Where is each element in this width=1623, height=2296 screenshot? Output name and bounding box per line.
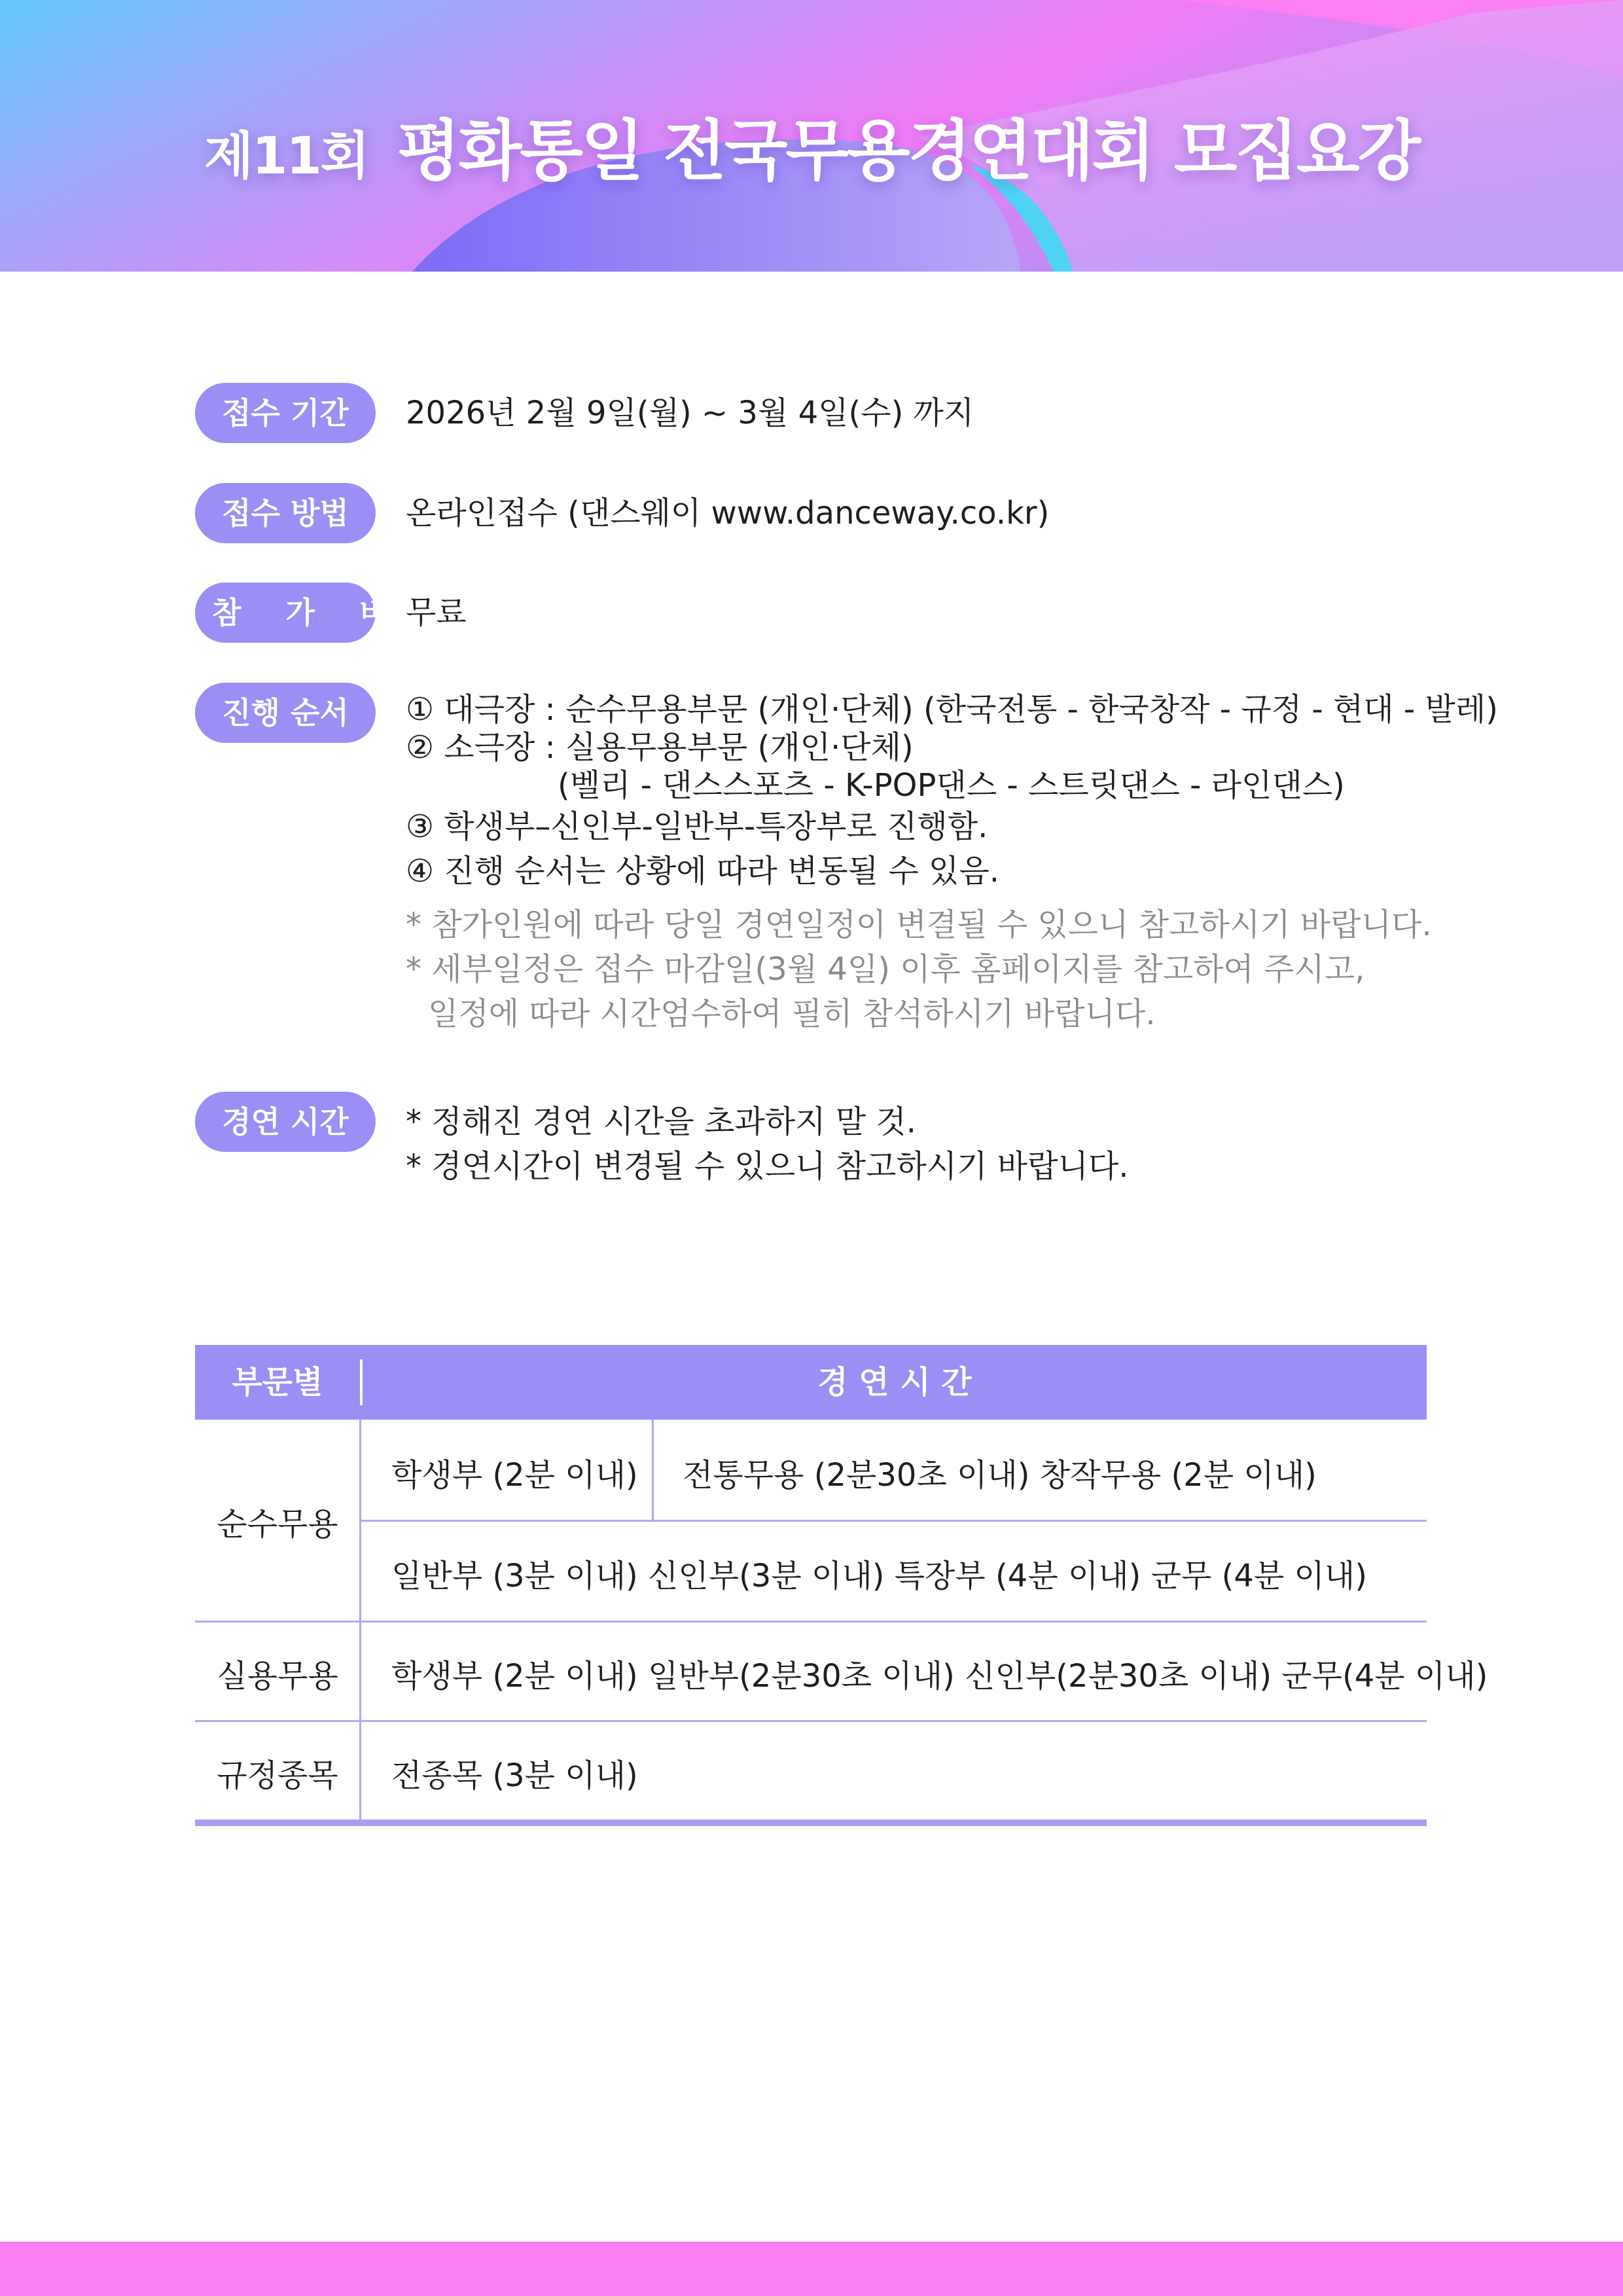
order-item-2: ② 소극장 : 실용무용부문 (개인·단체) [406, 729, 914, 766]
fee-value [406, 590, 1453, 635]
table-category-pure: 순수무용 [217, 1506, 338, 1543]
order-item-2-detail: (벨리 - 댄스스포츠 - K-POP댄스 - 스트릿댄스 - 라인댄스) [558, 767, 1345, 804]
event-title: 평화통일 전국무용경연대회 모집요강 [397, 113, 1419, 189]
header-banner [0, 0, 1623, 272]
table-cell-regulation: 전종목 (3분 이내) [391, 1757, 638, 1794]
method-value [406, 491, 1453, 535]
edition-label: 제11회 [204, 127, 368, 186]
label-badge-method: 접수 방법 [195, 483, 376, 543]
time-content [406, 1100, 1453, 1189]
table-divider-pure-inner [360, 1520, 1427, 1522]
table-cell-pure-student: 학생부 (2분 이내) [391, 1457, 638, 1494]
label-badge-time: 경연 시간 [195, 1092, 376, 1152]
table-category-regulation: 규정종목 [217, 1757, 338, 1794]
order-content [406, 691, 1498, 1036]
table-cell-practical: 학생부 (2분 이내) 일반부(2분30초 이내) 신인부(2분30초 이내) 군무(4분 이내) [391, 1658, 1488, 1695]
order-note-3: 일정에 따라 시간엄수하여 필히 참석하시기 바랍니다. [428, 996, 1156, 1032]
label-badge-fee: 참 가 비 [195, 583, 376, 643]
table-divider-row-1 [195, 1621, 1427, 1623]
header-category: 부문별 [232, 1364, 323, 1401]
period-text: 2026년 2월 9일(월) ~ 3월 4일(수) 까지 [406, 395, 974, 431]
label-badge-period: 접수 기간 [195, 383, 376, 443]
order-note-1: * 참가인원에 따라 당일 경연일정이 변결될 수 있으니 참고하시기 바랍니다. [406, 906, 1432, 943]
table-divider-inner-vertical [652, 1420, 654, 1520]
order-item-1: ① 대극장 : 순수무용부문 (개인·단체) (한국전통 - 한국창작 - 규정 - 현대 - 발레) [406, 691, 1498, 728]
order-note-2: * 세부일정은 접수 마감일(3월 4일) 이후 홈페이지를 참고하여 주시고, [406, 951, 1365, 988]
order-item-4: ④ 진행 순서는 상황에 따라 변동될 수 있음. [406, 853, 999, 889]
footer-bar [0, 2242, 1623, 2296]
table-header [195, 1345, 1427, 1420]
order-item-3: ③ 학생부–신인부-일반부-특장부로 진행함. [406, 808, 988, 845]
table-bottom-border [195, 1820, 1427, 1826]
table-divider-row-2 [195, 1720, 1427, 1722]
fee-text: 무료 [406, 594, 467, 631]
time-item-1: * 정해진 경연 시간을 초과하지 말 것. [406, 1103, 916, 1140]
time-item-2: * 경연시간이 변경될 수 있으니 참고하시기 바랍니다. [406, 1148, 1129, 1185]
table-category-practical: 실용무용 [217, 1658, 338, 1695]
period-value [406, 391, 1453, 435]
table-cell-pure-traditional: 전통무용 (2분30초 이내) 창작무용 (2분 이내) [683, 1457, 1317, 1494]
label-badge-order: 진행 순서 [195, 683, 376, 743]
method-text: 온라인접수 (댄스웨이 www.danceway.co.kr) [406, 495, 1050, 531]
table-cell-pure-general: 일반부 (3분 이내) 신인부(3분 이내) 특장부 (4분 이내) 군무 (4분 이내) [391, 1558, 1368, 1594]
header-time: 경 연 시 간 [817, 1364, 972, 1401]
page-title [0, 98, 1623, 192]
